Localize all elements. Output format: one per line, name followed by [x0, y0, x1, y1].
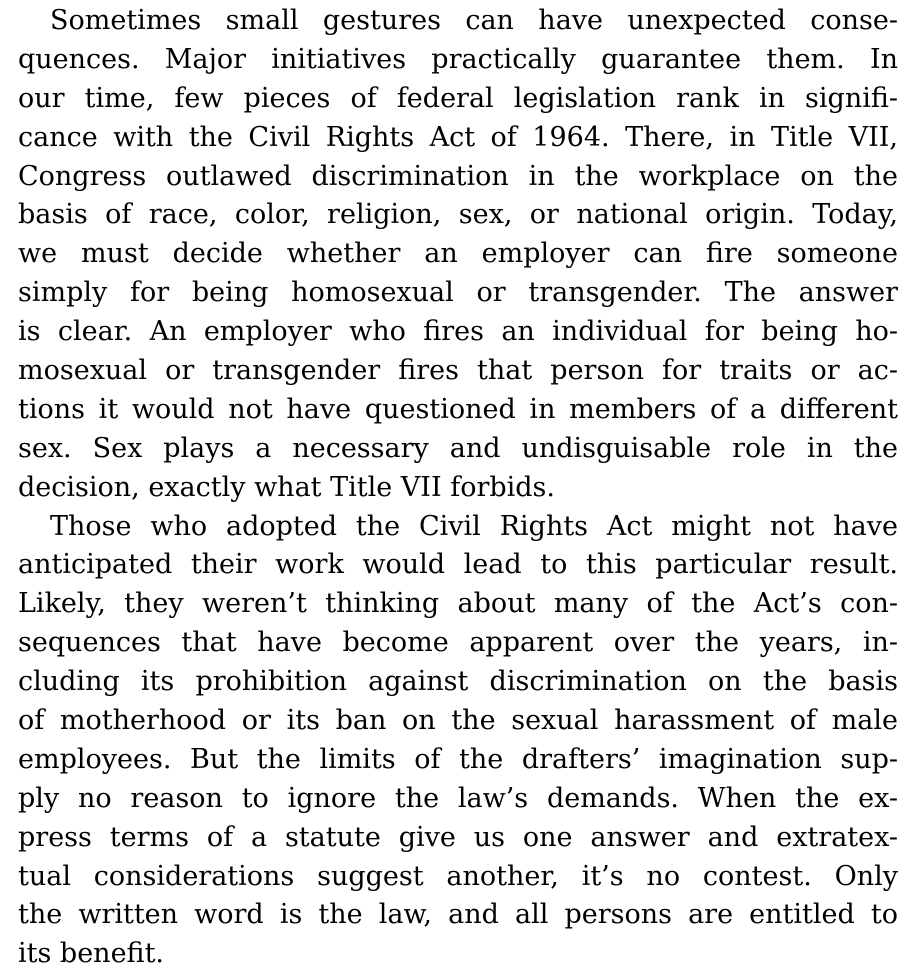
text-line: employees. But the limits of the drafters’ imagination sup- — [18, 743, 898, 775]
text-line: decision, exactly what Title VII forbids. — [18, 471, 555, 503]
text-line: sex. Sex plays a necessary and undisguisable role in the — [18, 432, 898, 464]
text-line: cluding its prohibition against discrimination on the basis — [18, 666, 898, 698]
text-line: Likely, they weren’t thinking about many of the Act’s con- — [18, 588, 898, 620]
text-line: tual considerations suggest another, it’s no contest. Only — [18, 860, 898, 892]
paragraph-1 — [18, 2, 898, 508]
text-line: our time, few pieces of federal legislation rank in signifi- — [18, 82, 898, 114]
text-line: sequences that have become apparent over the years, in- — [18, 627, 898, 659]
text-line: mosexual or transgender fires that person for traits or ac- — [18, 355, 898, 387]
text-line: we must decide whether an employer can fire someone — [18, 238, 898, 270]
paragraph-2 — [18, 508, 898, 975]
text-line: is clear. An employer who fires an individual for being ho- — [18, 316, 898, 348]
text-line: cance with the Civil Rights Act of 1964. There, in Title VII, — [18, 121, 898, 153]
text-line: of motherhood or its ban on the sexual harassment of male — [18, 705, 898, 737]
text-line: basis of race, color, religion, sex, or national origin. Today, — [18, 199, 898, 231]
text-line: anticipated their work would lead to this particular result. — [18, 549, 898, 581]
text-line: simply for being homosexual or transgender. The answer — [18, 277, 898, 309]
text-line: its benefit. — [18, 938, 164, 970]
text-line: quences. Major initiatives practically guarantee them. In — [18, 43, 898, 75]
text-line: the written word is the law, and all persons are entitled to — [18, 899, 898, 931]
text-line: Congress outlawed discrimination in the workplace on the — [18, 160, 898, 192]
text-line: press terms of a statute give us one answer and extratex- — [18, 821, 898, 853]
text-line: tions it would not have questioned in members of a different — [18, 393, 898, 425]
text-line: Sometimes small gestures can have unexpected conse- — [50, 5, 898, 36]
text-line: Those who adopted the Civil Rights Act might not have — [50, 510, 898, 542]
text-line: ply no reason to ignore the law’s demands. When the ex- — [18, 782, 898, 814]
